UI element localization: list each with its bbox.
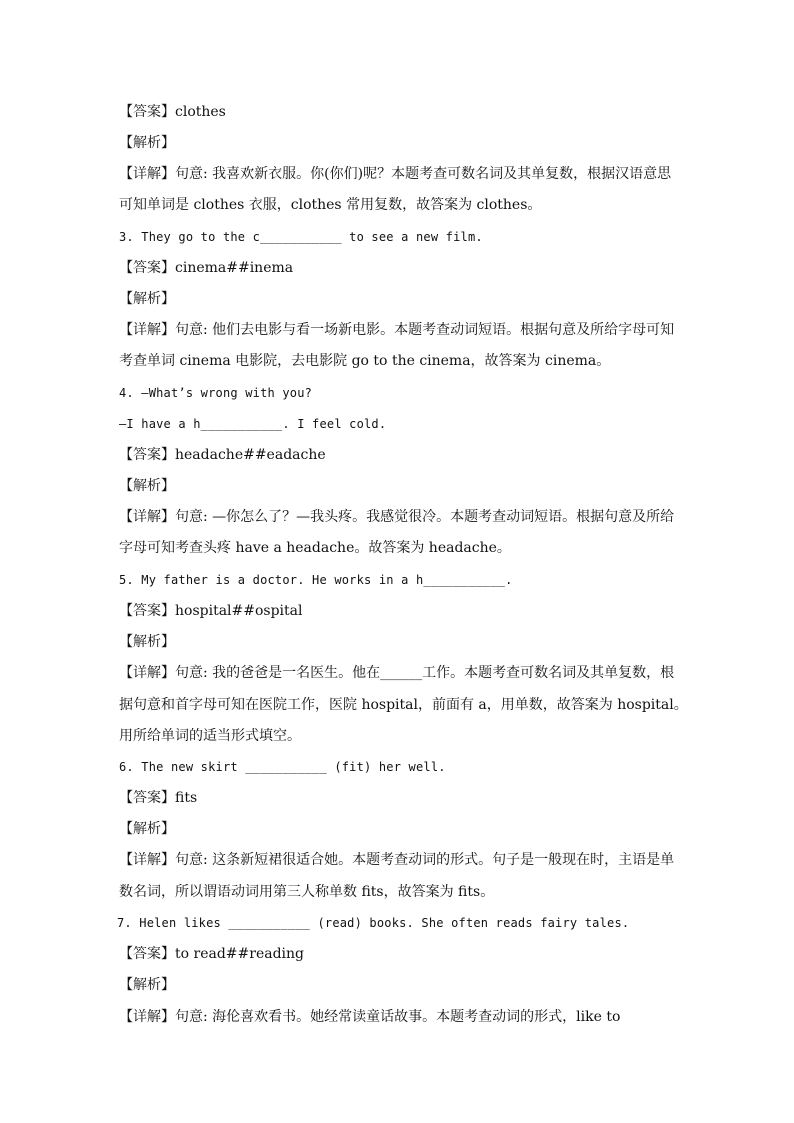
question-3: 3. They go to the c___________ to see a new film. bbox=[119, 230, 483, 244]
detail-line: 数名词，所以谓语动词用第三人称单数 fits，故答案为 fits。 bbox=[119, 884, 495, 900]
analysis-label: 【解析】 bbox=[119, 977, 175, 993]
detail-line: 【详解】句意: 我的爸爸是一名医生。他在______工作。本题考查可数名词及其单复数，根 bbox=[119, 665, 675, 681]
question-4-prompt: 4. —What’s wrong with you? bbox=[119, 386, 313, 400]
analysis-label: 【解析】 bbox=[119, 634, 175, 650]
detail-line: 可知单词是 clothes 衣服，clothes 常用复数，故答案为 clothes。 bbox=[119, 197, 542, 213]
analysis-label: 【解析】 bbox=[119, 478, 175, 494]
answer-line: 【答案】hospital##ospital bbox=[119, 603, 303, 619]
analysis-label: 【解析】 bbox=[119, 821, 175, 837]
answer-line: 【答案】fits bbox=[119, 790, 198, 806]
question-6: 6. The new skirt ___________ (fit) her well. bbox=[119, 760, 446, 774]
answer-line: 【答案】headache##eadache bbox=[119, 447, 326, 463]
answer-line: 【答案】clothes bbox=[119, 104, 226, 120]
question-7: 7. Helen likes ___________ (read) books. She often reads fairy tales. bbox=[117, 916, 630, 930]
question-4-response: —I have a h___________. I feel cold. bbox=[119, 417, 387, 431]
detail-line: 据句意和首字母可知在医院工作，医院 hospital，前面有 a，用单数，故答案为 hospital。 bbox=[119, 697, 688, 713]
detail-line: 【详解】句意: 这条新短裙很适合她。本题考查动词的形式。句子是一般现在时，主语是单 bbox=[119, 852, 675, 868]
detail-line: 考查单词 cinema 电影院，去电影院 go to the cinema，故答案为 cinema。 bbox=[119, 353, 611, 369]
detail-line: 字母可知考查头疼 have a headache。故答案为 headache。 bbox=[119, 540, 511, 556]
answer-line: 【答案】to read##reading bbox=[119, 946, 304, 962]
section-heading: 用所给单词的适当形式填空。 bbox=[119, 728, 301, 744]
detail-line: 【详解】句意: 海伦喜欢看书。她经常读童话故事。本题考查动词的形式，like to bbox=[119, 1009, 621, 1025]
analysis-label: 【解析】 bbox=[119, 291, 175, 307]
answer-line: 【答案】cinema##inema bbox=[119, 260, 294, 276]
detail-line: 【详解】句意: —你怎么了？—我头疼。我感觉很冷。本题考查动词短语。根据句意及所给 bbox=[119, 509, 675, 525]
analysis-label: 【解析】 bbox=[119, 135, 175, 151]
detail-line: 【详解】句意: 他们去电影与看一场新电影。本题考查动词短语。根据句意及所给字母可知 bbox=[119, 322, 675, 338]
question-5: 5. My father is a doctor. He works in a h___________. bbox=[119, 573, 513, 587]
detail-line: 【详解】句意: 我喜欢新衣服。你(你们)呢？本题考查可数名词及其单复数，根据汉语意思 bbox=[119, 166, 672, 182]
